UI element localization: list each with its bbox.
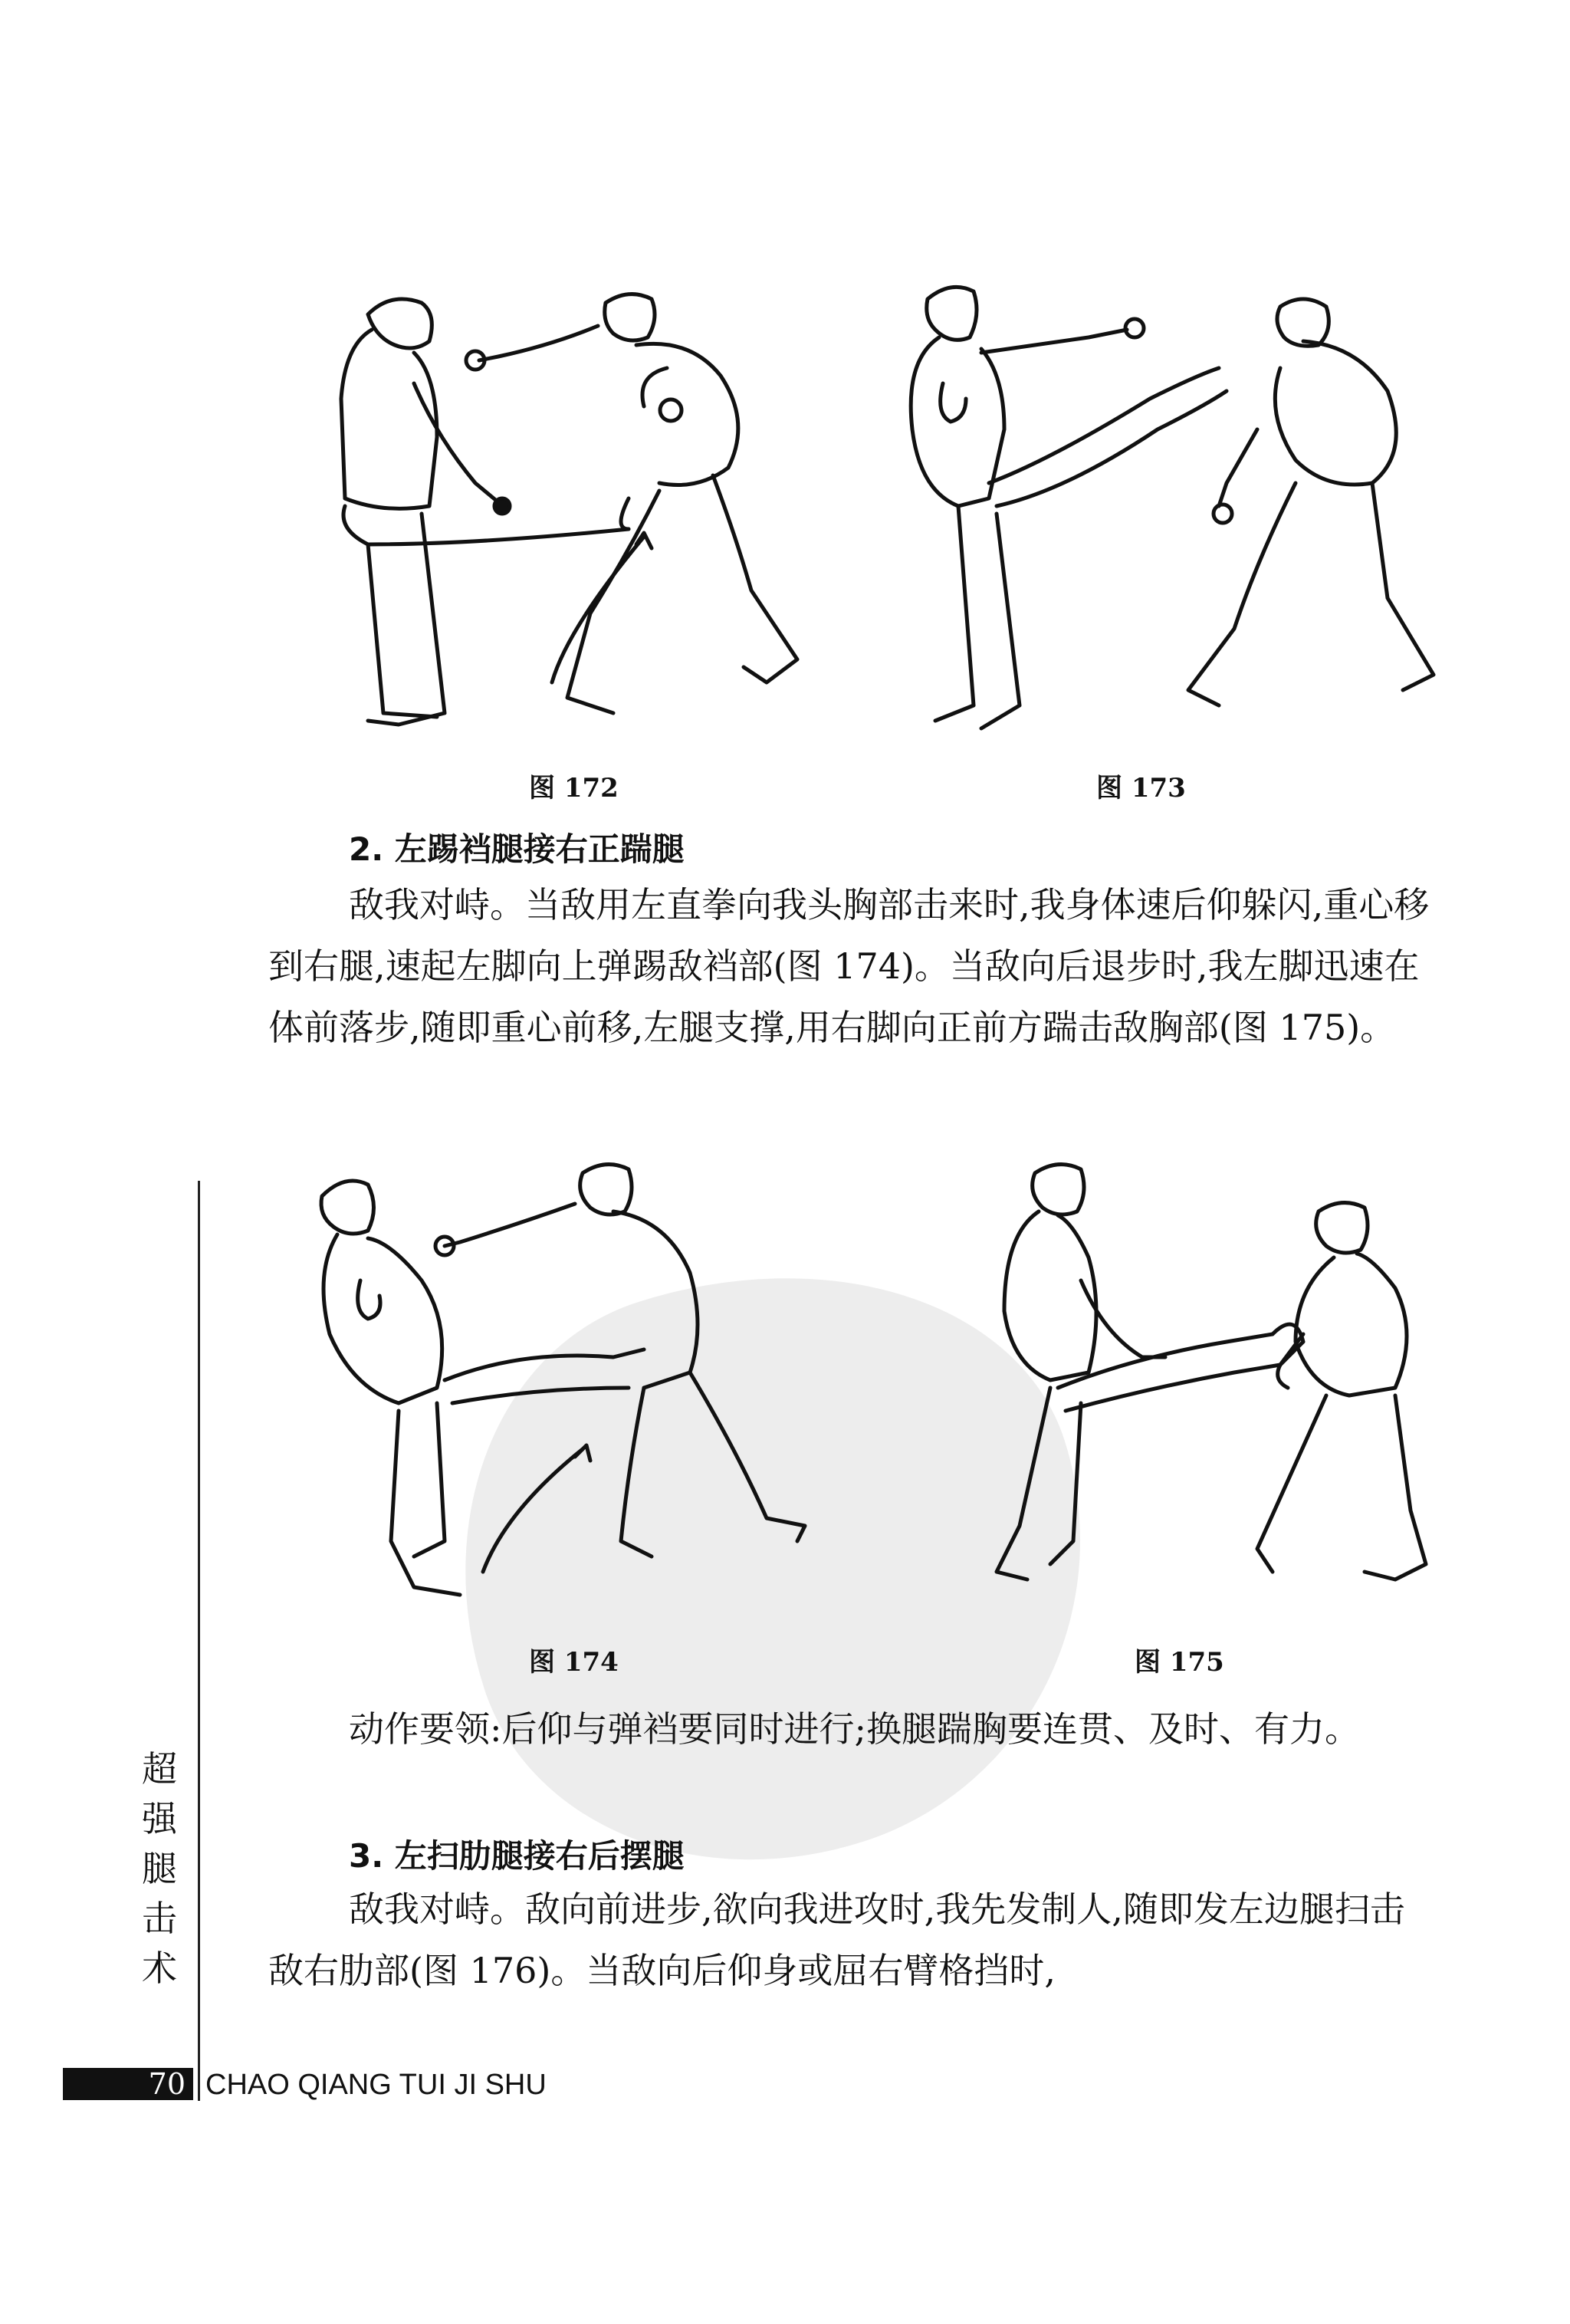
key-points-text: 动作要领:后仰与弹裆要同时进行;换腿踹胸要连贯、及时、有力。 — [349, 1708, 1360, 1750]
side-rule — [198, 1181, 200, 2101]
figure-175 — [966, 1158, 1441, 1618]
key-points — [268, 1698, 1434, 1760]
section3-paragraph — [268, 1879, 1434, 2001]
running-title: CHAO QIANG TUI JI SHU — [205, 2069, 547, 2101]
figure-172 — [322, 284, 843, 744]
figure-174-caption: 图 174 — [529, 1647, 619, 1678]
section-heading: 2. 左踢裆腿接右正踹腿 — [349, 830, 685, 868]
side-title: 超强腿击术 — [142, 1748, 177, 1989]
figure-173-caption: 图 173 — [1096, 773, 1186, 804]
figure-174 — [307, 1158, 859, 1618]
page-number: 70 — [148, 2067, 186, 2101]
section-paragraph — [268, 874, 1434, 1058]
figure-173 — [897, 276, 1449, 751]
figure-172-caption: 图 172 — [529, 773, 619, 804]
section3-text: 敌我对峙。敌向前进步,欲向我进攻时,我先发制人,随即发左边腿扫击敌右肋部(图 176)。当敌向后仰身或屈右臂格挡时, — [268, 1888, 1405, 1991]
paragraph-text: 敌我对峙。当敌用左直拳向我头胸部击来时,我身体速后仰躲闪,重心移到右腿,速起左脚向上弹踢敌裆部(图 174)。当敌向后退步时,我左脚迅速在体前落步,随即重心前移,左腿支撑,用右脚向正前方踹击敌胸部(图 175)。 — [268, 884, 1430, 1048]
section3-heading: 3. 左扫肋腿接右后摆腿 — [349, 1837, 685, 1875]
figure-175-caption: 图 175 — [1135, 1647, 1224, 1678]
